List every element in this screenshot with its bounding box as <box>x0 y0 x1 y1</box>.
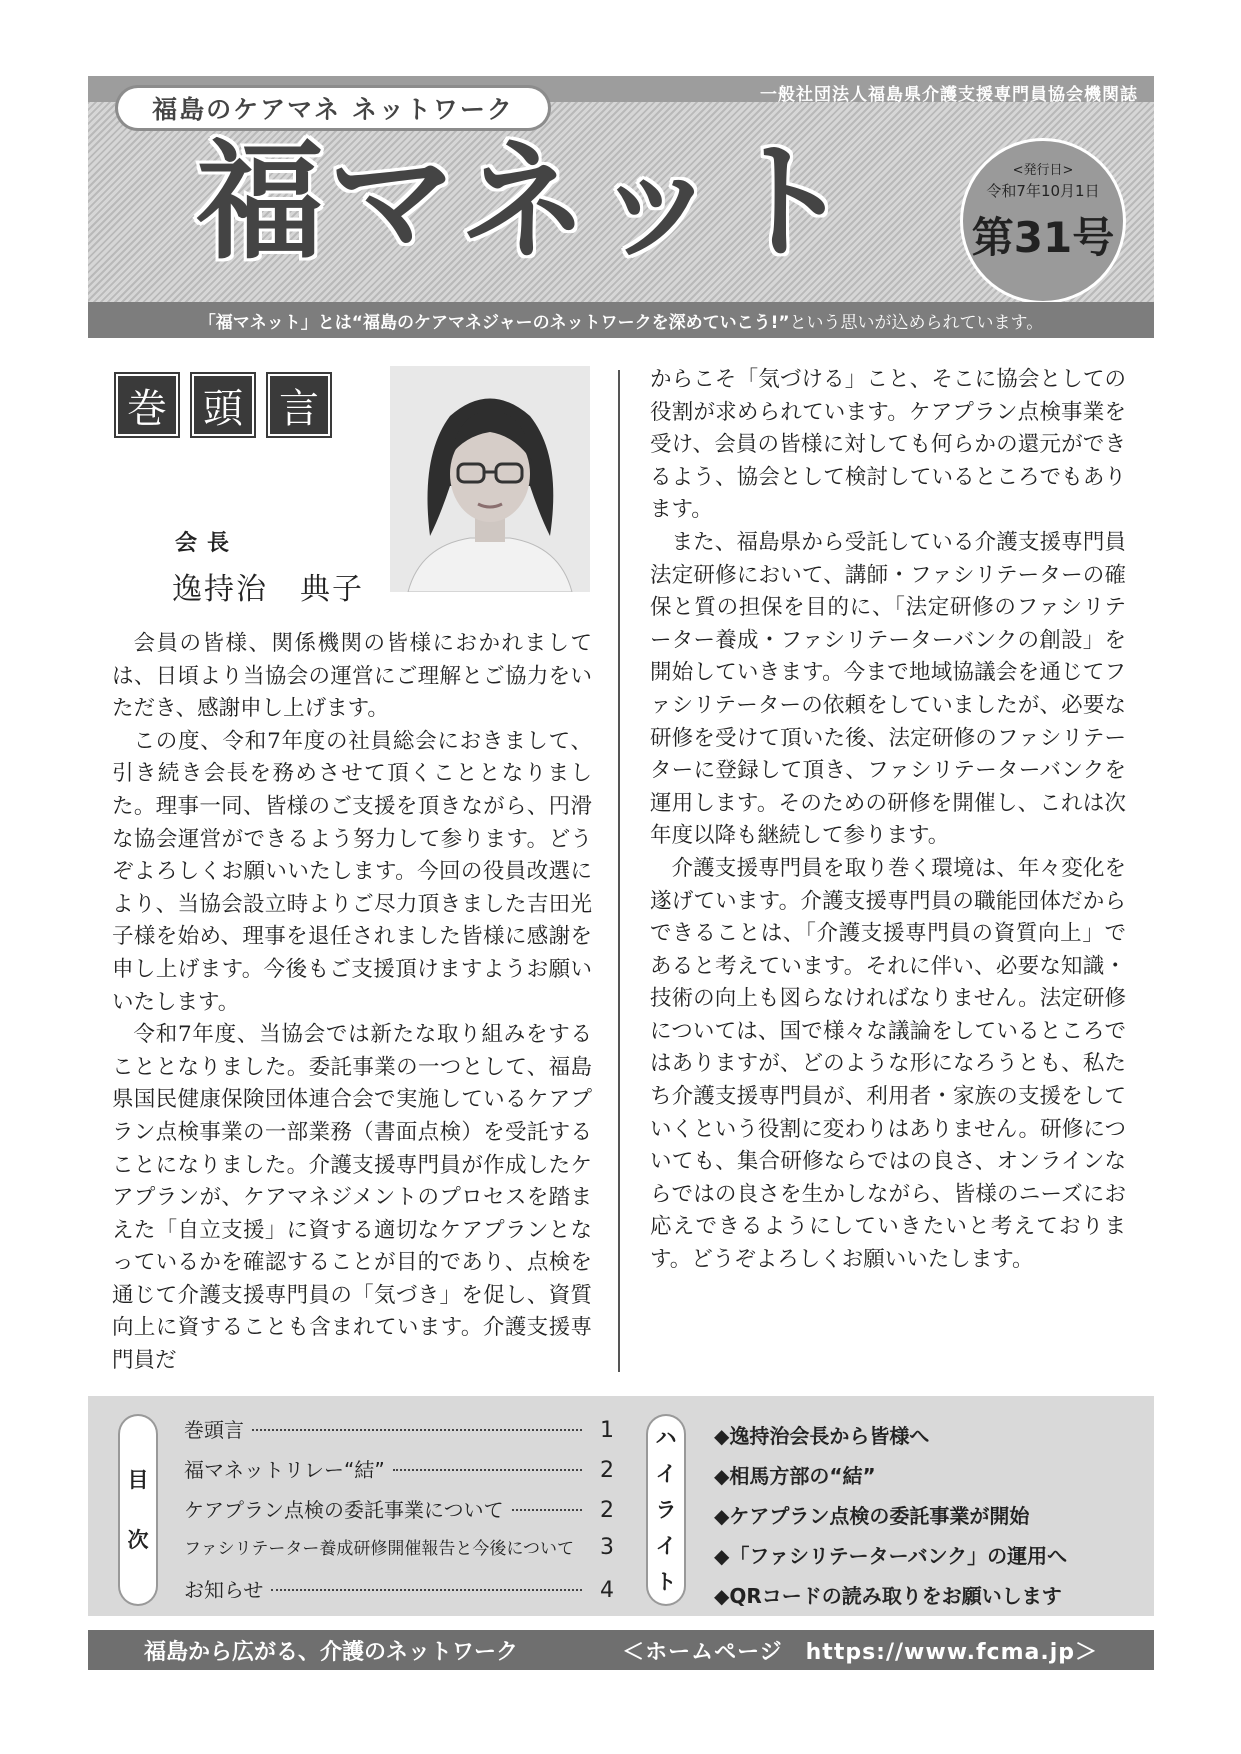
toc-item-page: 2 <box>600 1458 614 1483</box>
highlight-item: ◆「ファシリテーターバンク」の運用へ <box>714 1543 1068 1568</box>
contents-box <box>88 1396 1154 1616</box>
toc-item[interactable] <box>184 1494 614 1534</box>
toc-item-page: 4 <box>600 1578 614 1603</box>
highlight-item: ◆相馬方部の“結” <box>714 1463 876 1488</box>
toc-leader <box>252 1429 582 1431</box>
author-role: 会長 <box>175 531 240 556</box>
heading-char: 言 <box>266 372 332 438</box>
toc-item-page: 1 <box>600 1418 614 1443</box>
tagline-part-2: “福島のケアマネジャーのネットワークを深めていこう!” <box>351 312 790 333</box>
toc-item-title: ケアプラン点検の委託事業について <box>184 1498 504 1522</box>
issue-date: 令和7年10月1日 <box>986 182 1100 200</box>
article-heading <box>114 372 332 438</box>
toc-item-title: ファシリテーター養成研修開催報告と今後について <box>184 1539 574 1559</box>
issue-badge <box>960 138 1126 304</box>
highlight-label-char: イ <box>655 1462 677 1486</box>
toc-item[interactable] <box>184 1534 614 1574</box>
toc-item-title: お知らせ <box>184 1578 264 1602</box>
article-paragraph: 介護支援専門員を取り巻く環境は、年々変化を遂げています。介護支援専門員の職能団体だからできることは、「介護支援専門員の資質向上」であると考えています。それに伴い、必要な知識・技術の向上も図らなければなりません。法定研修については、国で様々な議論をしているところではありますが、どのような形になろうとも、私たち介護支援専門員が、利用者・家族の支援をしていくという役割に変わりはありません。研修についても、集合研修ならではの良さ、オンラインならではの良さを生かしながら、皆様のニーズにお応えできるようにしていきたいと考えております。どうぞよろしくお願いいたします。 <box>650 855 1126 1273</box>
toc-item-title: 巻頭言 <box>184 1418 244 1442</box>
toc-label-char: 目 <box>127 1468 149 1492</box>
article-paragraph: 会員の皆様、関係機関の皆様におかれましては、日頃より当協会の運営にご理解とご協力をいただき、感謝申し上げます。 <box>112 631 592 722</box>
highlight-label <box>648 1416 684 1604</box>
heading-char: 頭 <box>190 372 256 438</box>
masthead <box>88 76 1154 338</box>
tagline-part-3: という思いが込められています。 <box>789 312 1044 333</box>
column-divider <box>618 370 620 1372</box>
highlight-label-char: ハ <box>655 1426 677 1450</box>
toc-item-page: 2 <box>600 1498 614 1523</box>
article-paragraph-continued: からこそ「気づける」こと、そこに協会としての役割が求められています。ケアプラン点検事業を受け、会員の皆様に対しても何らかの還元ができるよう、協会として検討しているところでもあります。 <box>650 367 1126 523</box>
portrait-illustration <box>390 366 590 592</box>
toc-item[interactable] <box>184 1574 614 1614</box>
article-paragraph: この度、令和7年度の社員総会におきまして、引き続き会長を務めさせて頂くこととなりました。理事一同、皆様のご支援を頂きながら、円滑な協会運営ができるよう努力して参ります。どうぞよろしくお願いいたします。今回の役員改選により、当協会設立時よりご尽力頂きました吉田光子様を始め、理事を退任されました皆様に感謝を申し上げます。今後もご支援頂けますようお願いいたします。 <box>112 728 592 1015</box>
article-column-left <box>112 628 592 1378</box>
table-of-contents <box>184 1414 614 1614</box>
article-column-right <box>650 364 1126 1277</box>
heading-char: 巻 <box>114 372 180 438</box>
toc-item[interactable] <box>184 1454 614 1494</box>
highlight-label-char: ラ <box>655 1498 677 1522</box>
footer-bar <box>88 1630 1154 1670</box>
issue-number: 第31号 <box>971 213 1115 262</box>
footer-slogan: 福島から広がる、介護のネットワーク <box>144 1639 519 1665</box>
toc-item[interactable] <box>184 1414 614 1454</box>
toc-leader <box>393 1469 582 1471</box>
tagline-part-1: 「福マネット」とは <box>198 312 352 333</box>
highlights-list <box>714 1414 1134 1614</box>
homepage-link[interactable]: ＜ホームページ https://www.fcma.jp＞ <box>622 1639 1098 1665</box>
toc-leader <box>512 1509 582 1511</box>
author-name: 逸持治 典子 <box>172 572 364 607</box>
toc-label-char: 次 <box>127 1528 149 1552</box>
highlight-item: ◆逸持治会長から皆様へ <box>714 1423 930 1448</box>
article-paragraph: また、福島県から受託している介護支援専門員法定研修において、講師・ファシリテーターの確保と質の担保を目的に、「法定研修のファシリテーター養成・ファシリテーターバンクの創設」を開始していきます。今まで地域協議会を通じてファシリテーターの依頼をしていましたが、必要な研修を受けて頂いた後、法定研修のファシリテーターに登録して頂き、ファシリテーターバンクを運用します。そのための研修を開催し、これは次年度以降も継続して参ります。 <box>650 529 1126 849</box>
toc-item-title: 福マネットリレー“結” <box>184 1458 385 1482</box>
tagline-bar <box>88 302 1154 338</box>
article-paragraph: 令和7年度、当協会では新たな取り組みをすることとなりました。委託事業の一つとして、福島県国民健康保険団体連合会で実施しているケアプラン点検事業の一部業務（書面点検）を受託することになりました。介護支援専門員が作成したケアプランが、ケアマネジメントのプロセスを踏まえた「自立支援」に資する適切なケアプランとなっているかを確認することが目的であり、点検を通じて介護支援専門員の「気づき」を促し、資質向上に資することも含まれています。介護支援専門員だ <box>112 1022 592 1374</box>
masthead-subtitle: 福島のケアマネ ネットワーク <box>118 88 548 128</box>
publisher-name: 一般社団法人福島県介護支援専門員協会機関誌 <box>760 85 1138 105</box>
president-portrait <box>390 366 590 592</box>
newsletter-logo: 福マネット <box>196 128 857 277</box>
highlight-label-char: ト <box>655 1570 677 1594</box>
issue-date-label: <発行日> <box>1012 163 1074 178</box>
toc-label <box>120 1416 156 1604</box>
highlight-item: ◆QRコードの読み取りをお願いします <box>714 1583 1062 1608</box>
toc-leader <box>271 1589 582 1591</box>
highlight-label-char: イ <box>655 1534 677 1558</box>
highlight-item: ◆ケアプラン点検の委託事業が開始 <box>714 1503 1030 1528</box>
toc-item-page: 3 <box>600 1535 614 1560</box>
